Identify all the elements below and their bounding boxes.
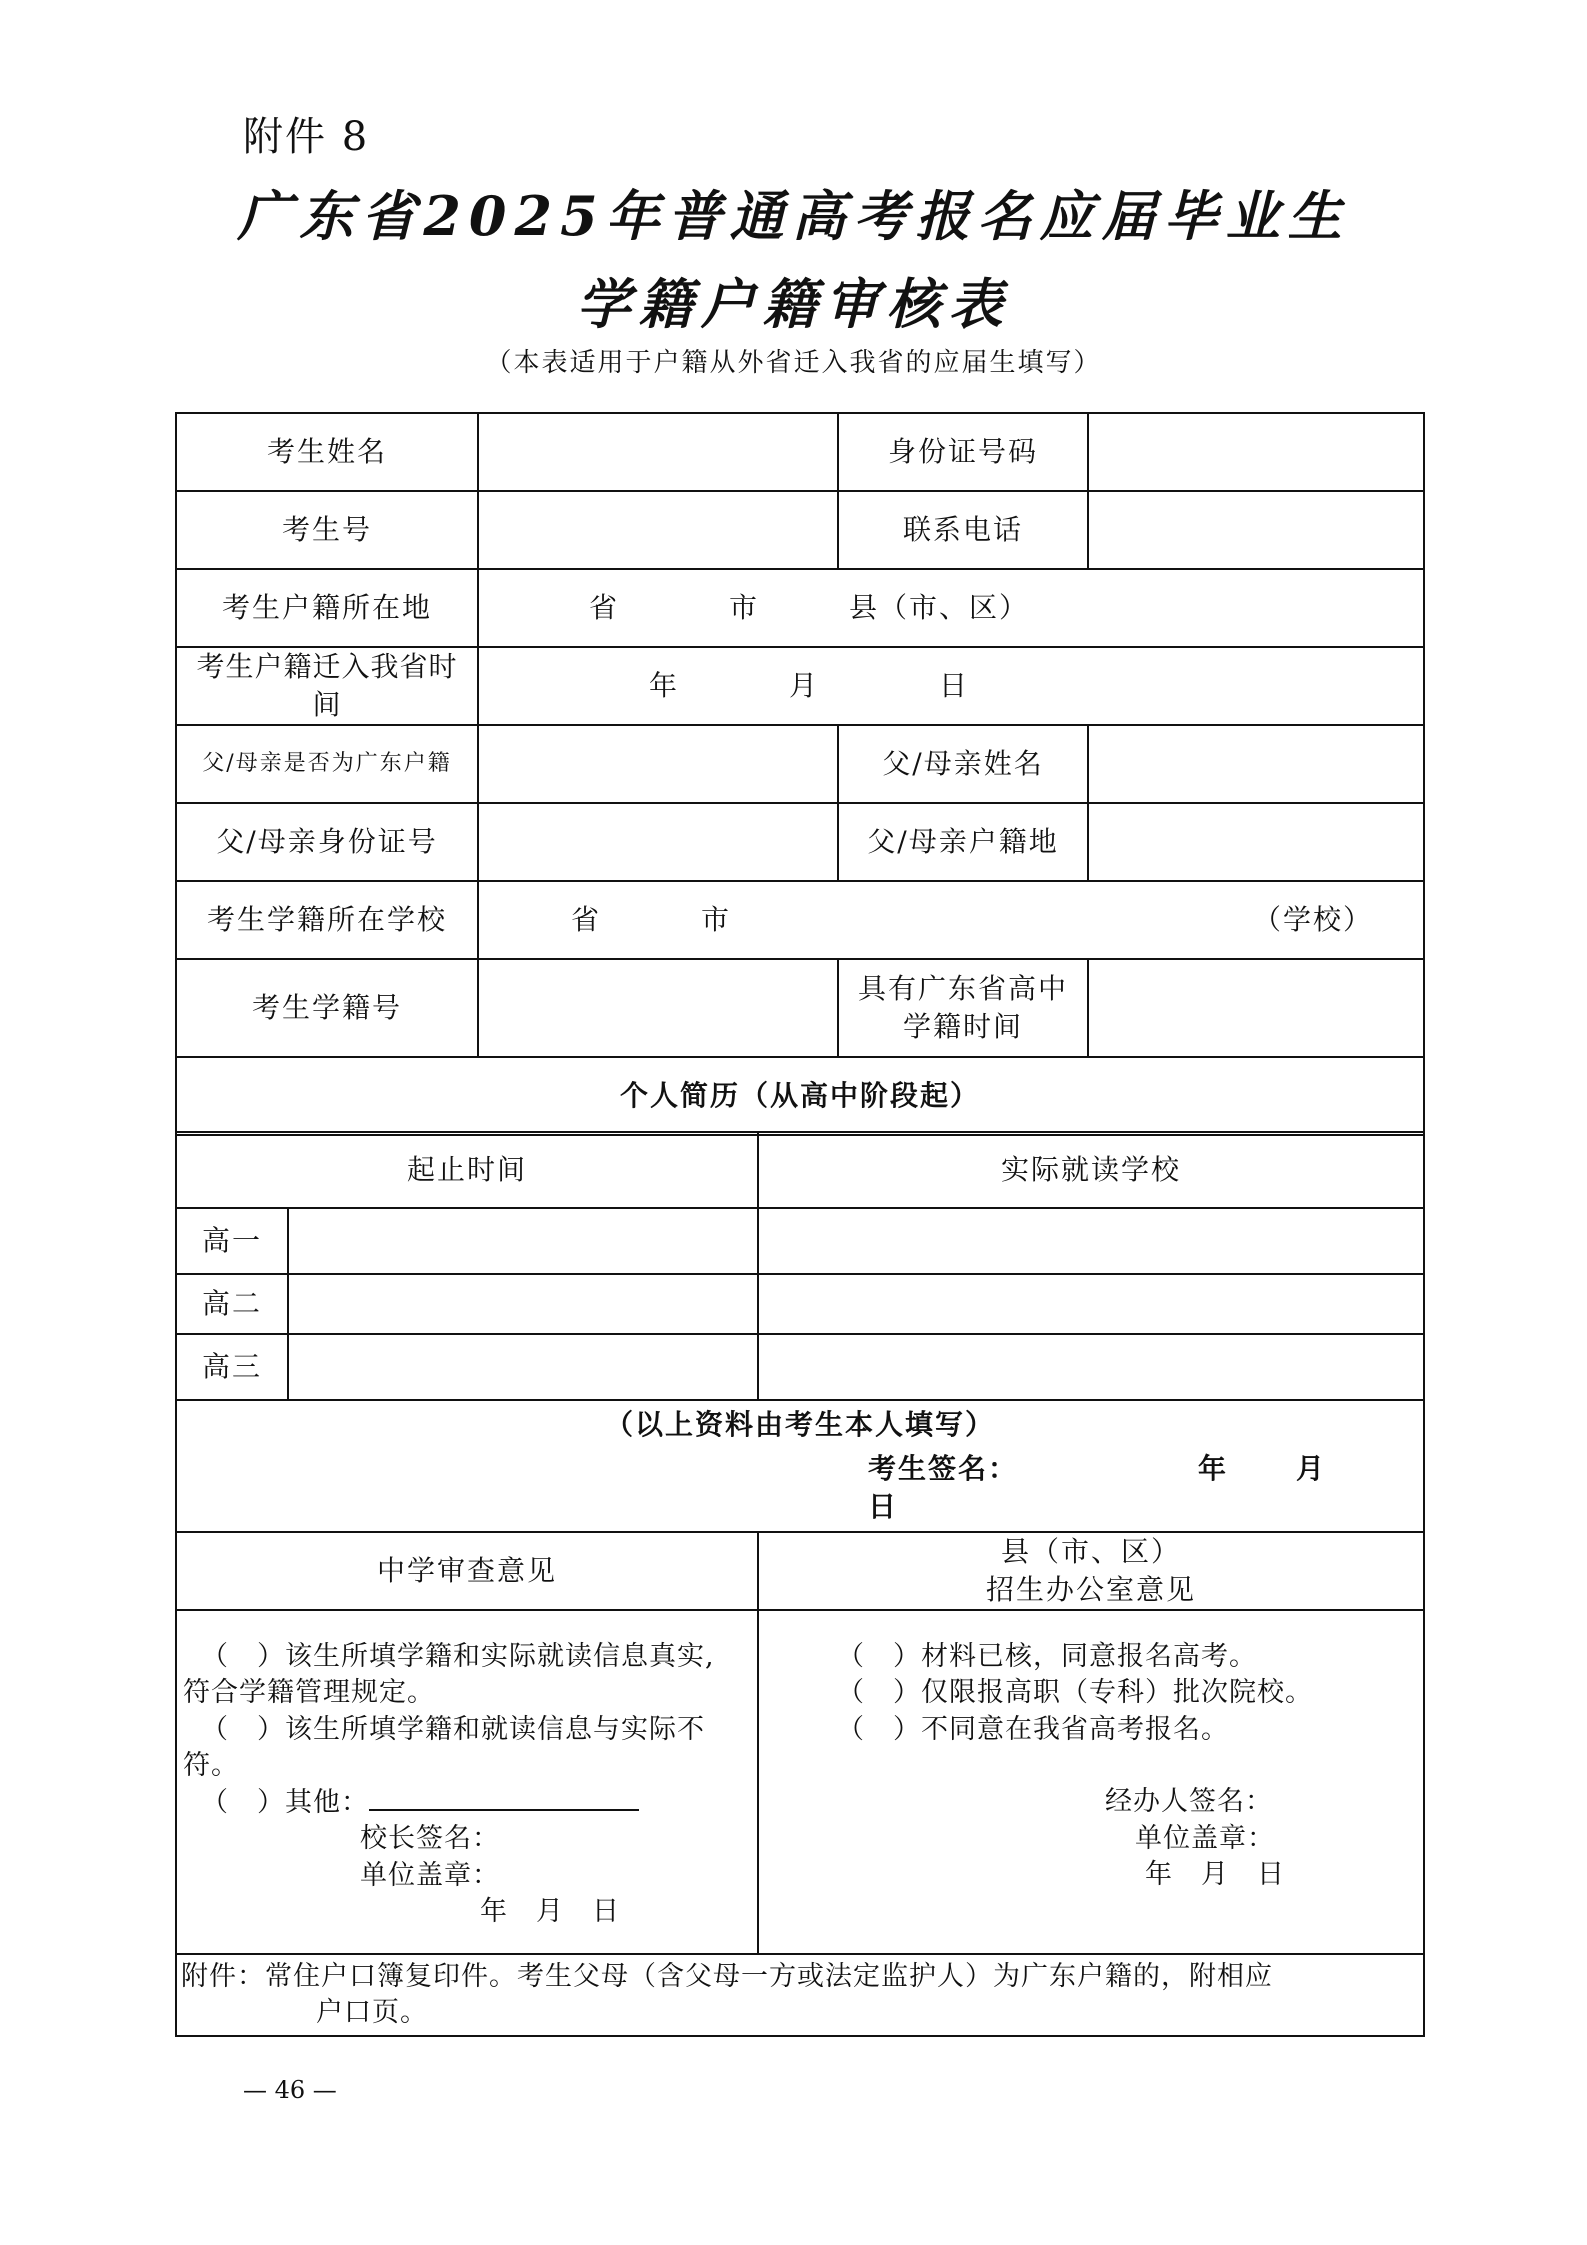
exam-no-field[interactable] [478, 491, 838, 569]
move-time-field[interactable] [478, 647, 1424, 725]
move-year: 年 [649, 669, 680, 703]
county-opinion-date: 年 月 日 [1145, 1859, 1286, 1891]
school-unit-seal-label: 单位盖章： [360, 1859, 500, 1891]
school-opinion-option-1-cont: 符合学籍管理规定。 [183, 1677, 435, 1709]
school-field[interactable] [478, 881, 1424, 959]
principal-sign-label: 校长签名： [360, 1823, 500, 1855]
county-opinion-cell [758, 1610, 1424, 1954]
school-opinion-option-1[interactable]: （ ）该生所填学籍和实际就读信息真实, [201, 1641, 715, 1672]
county-office-label-line2: 招生办公室意见 [986, 1573, 1197, 1606]
grade-1-school-field[interactable] [758, 1208, 1424, 1274]
id-label: 身份证号码 [838, 413, 1088, 491]
other-reason-blank[interactable] [369, 1787, 639, 1811]
resume-title: 个人简历（从高中阶段起） [176, 1057, 1424, 1135]
page-number: — 46 — [243, 2076, 337, 2104]
name-label: 考生姓名 [176, 413, 478, 491]
grade-2-period-field[interactable] [288, 1274, 758, 1334]
row-school [176, 881, 1424, 959]
handler-sign-label: 经办人签名： [1105, 1786, 1274, 1818]
exam-no-label: 考生号 [176, 491, 478, 569]
school-opinion-option-2-cont: 符。 [183, 1750, 239, 1782]
student-no-label: 考生学籍号 [176, 959, 478, 1057]
school-city: 市 [701, 903, 732, 937]
student-no-field[interactable] [478, 959, 838, 1057]
form-subtitle: （本表适用于户籍从外省迁入我省的应届生填写） [485, 348, 1102, 378]
hukou-county: 县（市、区） [849, 591, 1030, 625]
form-title-line1: 广东省2025年普通高考报名应届毕业生 [237, 184, 1350, 248]
sign-month: 月 [1296, 1452, 1327, 1486]
row-parent-id [176, 803, 1424, 881]
row-footnote [176, 1954, 1424, 2036]
county-opinion-option-2[interactable]: （ ）仅限报高职（专科）批次院校。 [837, 1677, 1314, 1709]
parent-gd-field[interactable] [478, 725, 838, 803]
school-opinion-date: 年 月 日 [480, 1896, 620, 1928]
parent-hukou-field[interactable] [1088, 803, 1424, 881]
id-field[interactable] [1088, 413, 1424, 491]
row-resume-header [176, 1132, 1424, 1208]
row-examno-phone [176, 491, 1424, 569]
move-month: 月 [789, 669, 820, 703]
grade-label: 高三 [176, 1334, 288, 1400]
school-review-label: 中学审查意见 [176, 1532, 758, 1610]
sign-year: 年 [1198, 1452, 1229, 1486]
sign-day: 日 [868, 1489, 899, 1523]
audit-form-grid [175, 412, 1425, 1136]
school-province: 省 [571, 903, 602, 937]
grade-2-school-field[interactable] [758, 1274, 1424, 1334]
attachment-label: 附件 8 [243, 114, 370, 160]
grade-3-period-field[interactable] [288, 1334, 758, 1400]
county-opinion-option-3[interactable]: （ ）不同意在我省高考报名。 [837, 1713, 1230, 1745]
grade-label: 高一 [176, 1208, 288, 1274]
move-day: 日 [939, 669, 970, 703]
self-fill-note: （以上资料由考生本人填写） [605, 1408, 996, 1442]
row-hukou [176, 569, 1424, 647]
parent-hukou-label: 父/母亲户籍地 [838, 803, 1088, 881]
school-label: 考生学籍所在学校 [176, 881, 478, 959]
footnote-line2: 户口页。 [316, 1997, 428, 2028]
gd-time-field[interactable] [1088, 959, 1424, 1057]
county-office-label [758, 1532, 1424, 1610]
row-grade-2 [176, 1274, 1424, 1334]
gd-time-label [838, 959, 1088, 1057]
form-title-line2: 学籍户籍审核表 [576, 272, 1011, 336]
row-self-fill [176, 1400, 1424, 1532]
row-grade-3 [176, 1334, 1424, 1400]
county-opinion-option-1[interactable]: （ ）材料已核，同意报名高考。 [837, 1641, 1258, 1672]
school-opinion-option-3[interactable]: （ ）其他： [201, 1786, 369, 1818]
row-parent-gd [176, 725, 1424, 803]
hukou-province: 省 [589, 591, 620, 625]
parent-id-field[interactable] [478, 803, 838, 881]
parent-name-field[interactable] [1088, 725, 1424, 803]
county-unit-seal-label: 单位盖章： [1135, 1822, 1276, 1854]
row-name-id [176, 413, 1424, 491]
resume-table [175, 1131, 1425, 2037]
grade-label: 高二 [176, 1274, 288, 1334]
row-opinion-headers [176, 1532, 1424, 1610]
actual-school-label: 实际就读学校 [758, 1132, 1424, 1208]
parent-gd-label: 父/母亲是否为广东户籍 [176, 725, 478, 803]
row-opinions [176, 1610, 1424, 1954]
row-student-no [176, 959, 1424, 1057]
footnote-cell [176, 1954, 1424, 2036]
self-fill-cell [176, 1400, 1424, 1532]
grade-1-period-field[interactable] [288, 1208, 758, 1274]
footnote-line1: 附件：常住户口簿复印件。考生父母（含父母一方或法定监护人）为广东户籍的，附相应 [181, 1960, 1273, 1992]
phone-field[interactable] [1088, 491, 1424, 569]
gd-time-label-line1: 具有广东省高中 [858, 972, 1069, 1006]
gd-time-label-line2: 学籍时间 [903, 1010, 1024, 1043]
parent-id-label: 父/母亲身份证号 [176, 803, 478, 881]
row-grade-1 [176, 1208, 1424, 1274]
period-label: 起止时间 [176, 1132, 758, 1208]
parent-name-label: 父/母亲姓名 [838, 725, 1088, 803]
school-opinion-cell [176, 1610, 758, 1954]
name-field[interactable] [478, 413, 838, 491]
row-move-time [176, 647, 1424, 725]
move-time-label: 考生户籍迁入我省时间 [176, 647, 478, 725]
phone-label: 联系电话 [838, 491, 1088, 569]
county-office-label-line1: 县（市、区） [1001, 1535, 1182, 1569]
hukou-label: 考生户籍所在地 [176, 569, 478, 647]
row-resume-title [176, 1057, 1424, 1135]
hukou-field[interactable] [478, 569, 1424, 647]
hukou-city: 市 [729, 591, 760, 625]
school-suffix: （学校） [1253, 903, 1374, 937]
grade-3-school-field[interactable] [758, 1334, 1424, 1400]
student-sign-label: 考生签名： [868, 1452, 1019, 1486]
school-opinion-option-2[interactable]: （ ）该生所填学籍和就读信息与实际不 [201, 1713, 705, 1745]
